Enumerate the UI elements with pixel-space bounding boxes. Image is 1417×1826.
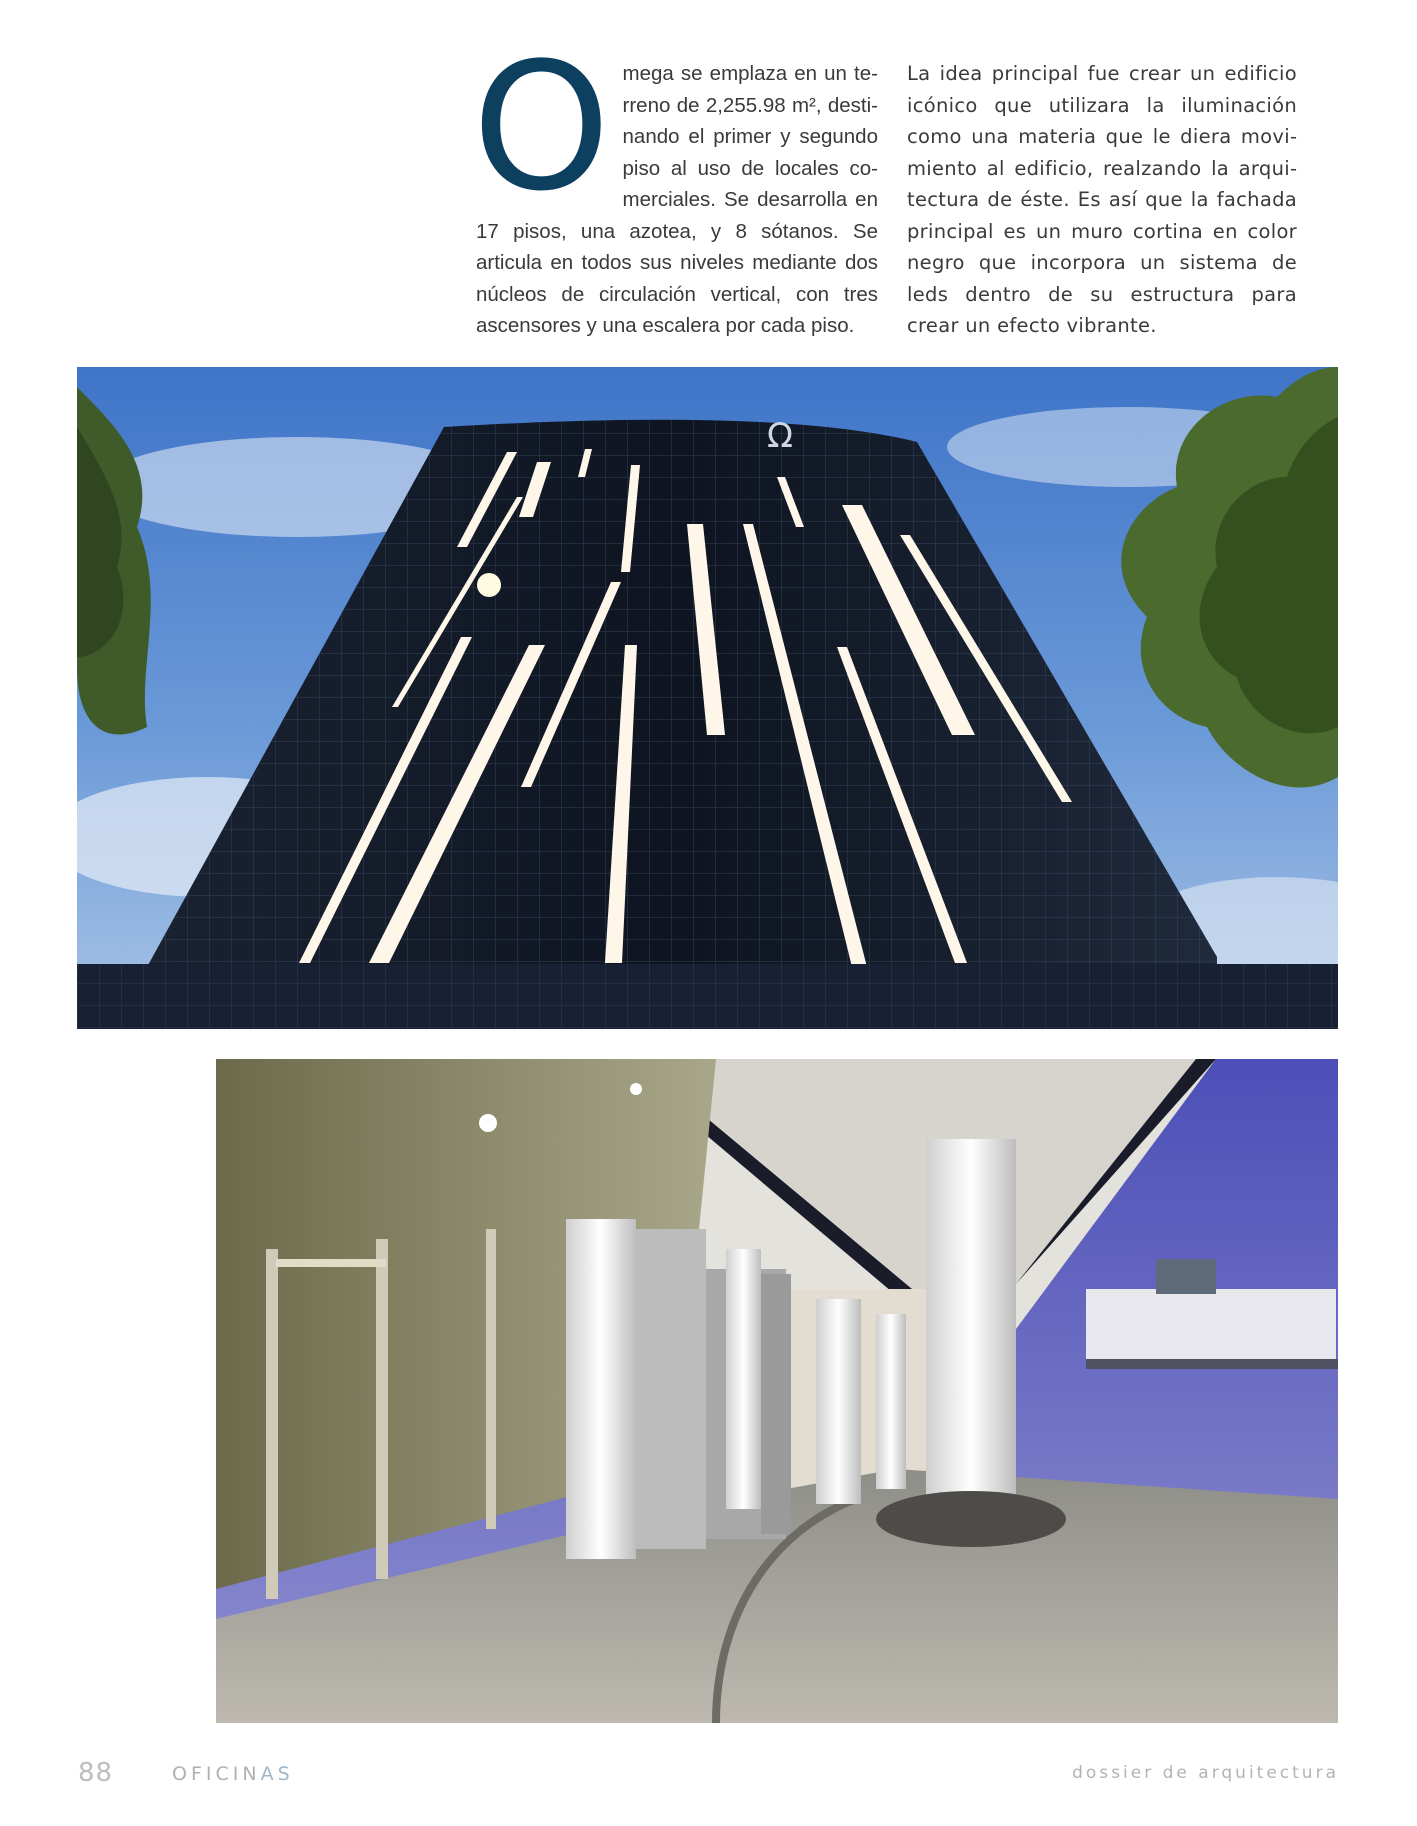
- magazine-name: dossier de arquitectura: [1072, 1763, 1339, 1783]
- right-column-text: La idea principal fue crear un edificio icónico que utilizara la iluminación como una materia que le diera movimiento al edificio, realzando la arquitectura de éste. Es así que la fachada principal es un muro cortina en color negro que incorpora un sistema de leds dentro de su estructura para crear un efecto vibrante.: [907, 62, 1297, 337]
- dropcap: O: [472, 25, 611, 230]
- article-left-column: [472, 25, 878, 342]
- section-title-prefix: OFICIN: [172, 1763, 261, 1785]
- lobby-photo: [216, 1059, 1338, 1723]
- page-number: 88: [78, 1758, 114, 1788]
- article-right-column: [907, 58, 1297, 342]
- building-photo: [77, 367, 1338, 1029]
- left-column-text: mega se emplaza en un terreno de 2,255.98 m², destinando el primer y segundo piso al uso de locales comerciales. Se desarrolla en 17 pisos, una azotea, y 8 sótanos. Se articula en todos sus niveles mediante dos núcleos de circulación vertical, con tres ascensores y una escalera por cada piso.: [476, 62, 878, 337]
- section-title-accent: AS: [260, 1763, 294, 1785]
- svg-text:Ω: Ω: [767, 416, 793, 456]
- section-title: [172, 1763, 294, 1785]
